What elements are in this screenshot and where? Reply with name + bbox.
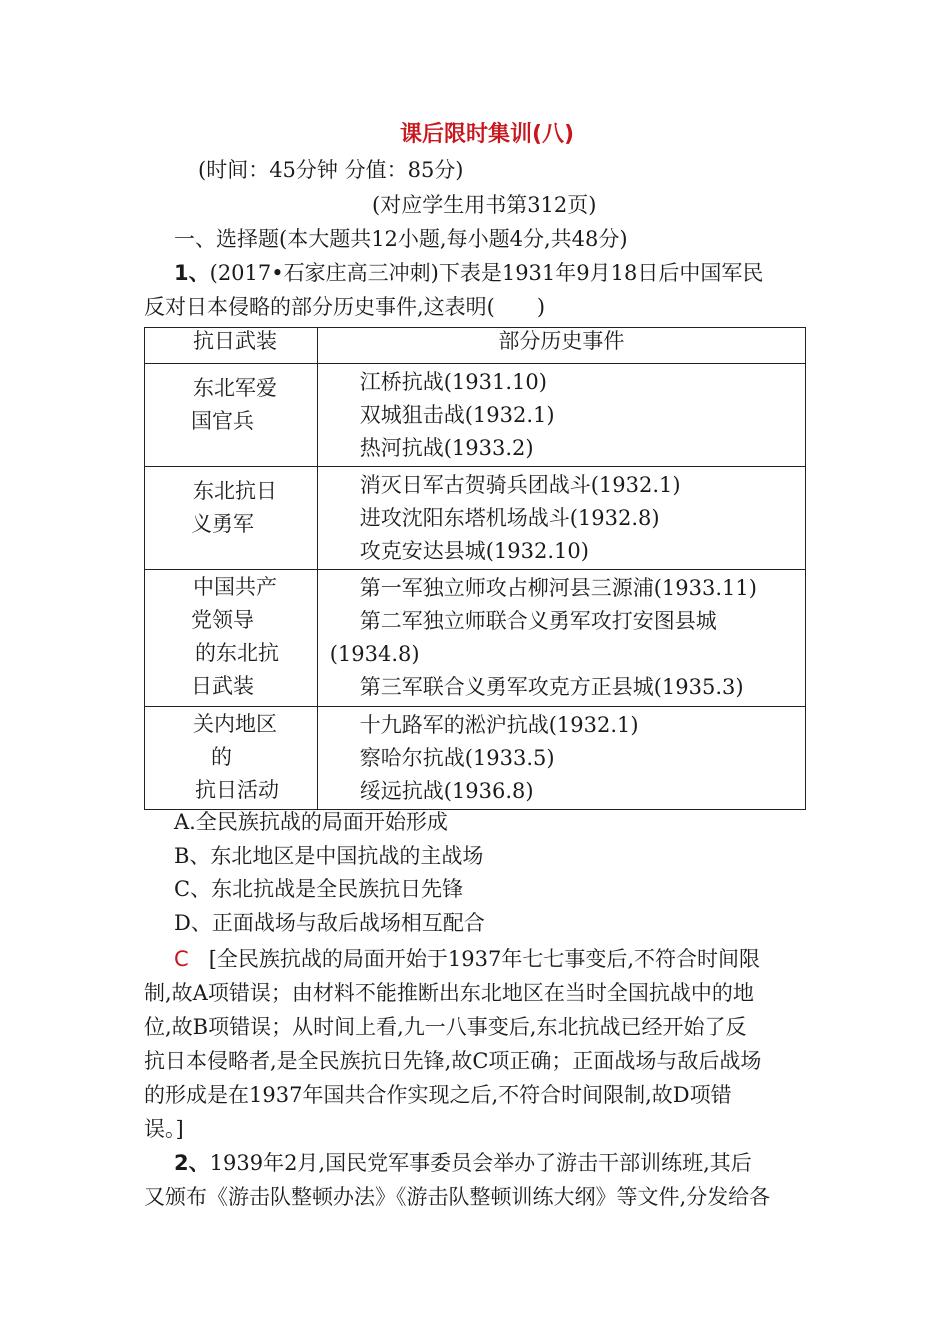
event-item: 第二军独立师联合义勇军攻打安图县城	[359, 609, 717, 633]
option-d: D、正面战场与敌后战场相互配合	[174, 911, 485, 935]
answer-letter: C	[174, 947, 189, 971]
event-item: 双城狙击战(1932.1)	[359, 403, 555, 427]
category-line: 义勇军	[191, 512, 254, 536]
event-item: 察哈尔抗战(1933.5)	[359, 746, 555, 770]
table-header-row	[145, 328, 806, 364]
table-cell-events	[317, 707, 805, 810]
table-row	[145, 707, 806, 810]
option-c: C、东北抗战是全民族抗日先锋	[174, 877, 464, 901]
event-item: 第三军联合义勇军攻克方正县城(1935.3)	[359, 675, 744, 699]
question-1-stem-line-2: 反对日本侵略的部分历史事件,这表明( )	[144, 295, 546, 319]
table-cell-events	[317, 570, 805, 707]
table-row	[145, 364, 806, 467]
event-item-continuation: (1934.8)	[329, 642, 420, 666]
option-b: B、东北地区是中国抗战的主战场	[174, 844, 484, 868]
question-2-text-1: 1939年2月,国民党军事委员会举办了游击干部训练班,其后	[209, 1151, 752, 1175]
table-cell-events	[317, 467, 805, 570]
table-row	[145, 467, 806, 570]
event-item: 第一军独立师攻占柳河县三源浦(1933.11)	[359, 576, 757, 600]
section-heading: 一、选择题(本大题共12小题,每小题4分,共48分)	[174, 227, 628, 251]
explanation-line: 位,故B项错误；从时间上看,九一八事变后,东北抗战已经开始了反	[144, 1015, 747, 1039]
table-cell-events	[317, 364, 805, 467]
category-line: 抗日活动	[195, 778, 279, 802]
explanation-text: [全民族抗战的局面开始于1937年七七事变后,不符合时间限	[208, 947, 761, 971]
question-1-number: 1、	[174, 261, 210, 285]
textbook-reference: (对应学生用书第312页)	[372, 193, 597, 217]
category-line: 国官兵	[191, 409, 254, 433]
table-cell-category	[145, 570, 318, 707]
event-item: 绥远抗战(1936.8)	[359, 779, 534, 803]
event-item: 进攻沈阳东塔机场战斗(1932.8)	[359, 506, 660, 530]
category-line: 的东北抗	[195, 641, 279, 665]
category-line: 东北军爱	[193, 376, 277, 400]
event-item: 江桥抗战(1931.10)	[359, 370, 547, 394]
table-header-armed-forces: 抗日武装	[145, 328, 318, 364]
category-line: 关内地区	[193, 712, 277, 736]
question-2-line-2: 又颁布《游击队整顿办法》《游击队整顿训练大纲》等文件,分发给各	[144, 1185, 771, 1209]
history-events-table	[144, 327, 806, 810]
event-item: 热河抗战(1933.2)	[359, 436, 534, 460]
category-line: 党领导	[191, 608, 254, 632]
question-1-stem-line-1	[174, 260, 763, 286]
explanation-line: 抗日本侵略者,是全民族抗日先锋,故C项正确；正面战场与敌后战场	[144, 1049, 762, 1073]
explanation-line	[144, 942, 808, 976]
question-2-line-1	[144, 1146, 770, 1180]
table-cell-category	[145, 707, 318, 810]
event-item: 攻克安达县城(1932.10)	[359, 539, 589, 563]
explanation-line: 的形成是在1937年国共合作实现之后,不符合时间限制,故D项错	[144, 1083, 732, 1107]
category-line: 中国共产	[193, 575, 277, 599]
page-title: 课后限时集训(八)	[400, 122, 575, 147]
question-1-stem-text-1: (2017•石家庄高三冲刺)下表是1931年9月18日后中国军民	[209, 261, 764, 285]
event-item: 消灭日军古贺骑兵团战斗(1932.1)	[359, 473, 681, 497]
category-line: 日武装	[191, 674, 254, 698]
answer-explanation	[144, 942, 808, 1146]
event-item: 十九路军的淞沪抗战(1932.1)	[359, 713, 639, 737]
category-line: 的	[211, 745, 232, 769]
explanation-line: 误。]	[144, 1117, 184, 1141]
table-cell-category	[145, 467, 318, 570]
option-a: A.全民族抗战的局面开始形成	[174, 810, 448, 834]
question-2-number: 2、	[174, 1151, 210, 1175]
time-and-score: (时间：45分钟 分值：85分)	[198, 158, 464, 182]
question-2	[144, 1146, 770, 1214]
table-cell-category	[145, 364, 318, 467]
table-header-events: 部分历史事件	[317, 328, 805, 364]
explanation-line: 制,故A项错误；由材料不能推断出东北地区在当时全国抗战中的地	[144, 981, 754, 1005]
table-row	[145, 570, 806, 707]
category-line: 东北抗日	[193, 479, 277, 503]
